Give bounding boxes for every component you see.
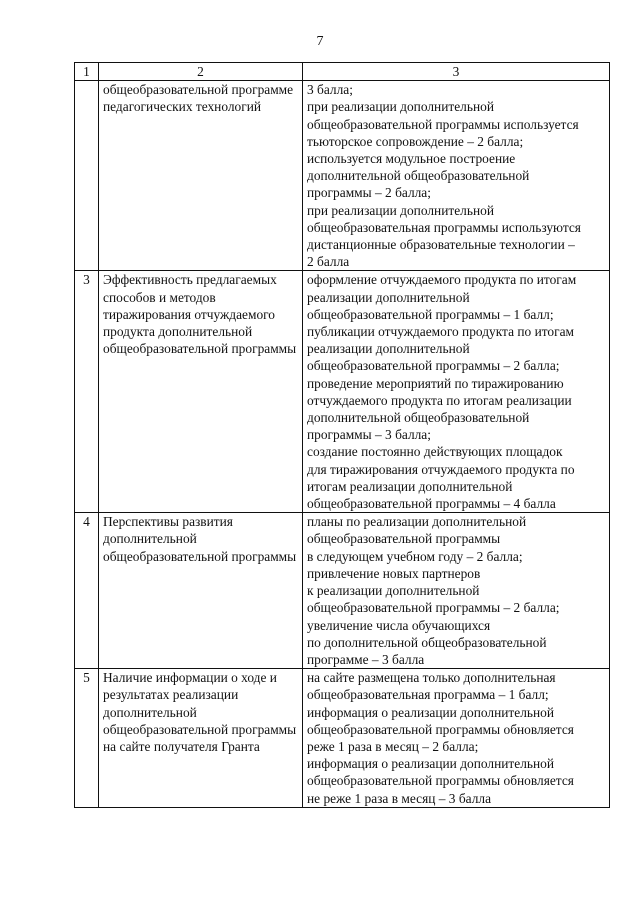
score-line: отчуждаемого продукта по итогам реализации	[307, 392, 572, 408]
score-line: общеобразовательной программы – 2 балла;	[307, 358, 560, 374]
score-line: планы по реализации дополнительной	[307, 514, 527, 530]
table-row	[75, 513, 610, 669]
column-header-1: 1	[75, 63, 99, 81]
table-header	[75, 63, 610, 81]
score-line: общеобразовательная программа – 1 балл;	[307, 687, 549, 703]
table-row	[75, 81, 610, 271]
score-line: программы – 3 балла;	[307, 427, 431, 443]
score-line: общеобразовательной программы – 1 балл;	[307, 306, 554, 322]
score-line: при реализации дополнительной	[307, 99, 494, 115]
score-line: общеобразовательной программы обновляется	[307, 721, 574, 737]
table-row	[75, 271, 610, 513]
row-number: 5	[75, 669, 99, 808]
score-line: не реже 1 раза в месяц – 3 балла	[307, 790, 492, 806]
criterion-cell: общеобразовательной программе педагогических технологий	[99, 81, 303, 271]
score-line: общеобразовательной программы	[307, 531, 501, 547]
score-line: тьюторское сопровождение – 2 балла;	[307, 133, 524, 149]
score-line: проведение мероприятий по тиражированию	[307, 375, 564, 391]
score-line: создание постоянно действующих площадок	[307, 444, 563, 460]
score-line: реализации дополнительной	[307, 341, 470, 357]
score-line: по дополнительной общеобразовательной	[307, 634, 547, 650]
scores-cell	[303, 513, 610, 669]
score-line: реализации дополнительной	[307, 289, 470, 305]
row-number	[75, 81, 99, 271]
score-line: 3 балла;	[307, 82, 353, 98]
score-line: дистанционные образовательные технологии –	[307, 237, 575, 253]
score-line: общеобразовательной программы – 2 балла;	[307, 600, 560, 616]
score-line: общеобразовательной программы используется	[307, 116, 579, 132]
row-number: 4	[75, 513, 99, 669]
criterion-cell: Наличие информации о ходе и результатах реализации дополнительной общеобразовательной программы на сайте получателя Гранта	[99, 669, 303, 808]
page-number: 7	[316, 34, 324, 49]
score-line: общеобразовательной программы обновляется	[307, 773, 574, 789]
table-body	[75, 81, 610, 808]
criterion-cell: Перспективы развития дополнительной общеобразовательной программы	[99, 513, 303, 669]
score-line: привлечение новых партнеров	[307, 565, 481, 581]
score-line: итогам реализации дополнительной	[307, 478, 513, 494]
score-line: к реализации дополнительной	[307, 583, 480, 599]
score-line: общеобразовательной программы – 4 балла	[307, 496, 556, 512]
table-row	[75, 669, 610, 808]
scores-cell	[303, 81, 610, 271]
score-line: увеличение числа обучающихся	[307, 617, 491, 633]
score-line: дополнительной общеобразовательной	[307, 410, 530, 426]
score-line: при реализации дополнительной	[307, 202, 494, 218]
score-line: программы – 2 балла;	[307, 185, 431, 201]
column-header-2: 2	[99, 63, 303, 81]
score-line: программе – 3 балла	[307, 651, 425, 667]
criterion-cell: Эффективность предлагаемых способов и методов тиражирования отчуждаемого продукта дополнительной общеобразовательной программы	[99, 271, 303, 513]
score-line: общеобразовательная программы используются	[307, 219, 581, 235]
score-line: дополнительной общеобразовательной	[307, 168, 530, 184]
score-line: на сайте размещена только дополнительная	[307, 670, 556, 686]
score-line: информация о реализации дополнительной	[307, 756, 555, 772]
score-line: публикации отчуждаемого продукта по итогам	[307, 324, 575, 340]
score-line: реже 1 раза в месяц – 2 балла;	[307, 738, 479, 754]
score-line: для тиражирования отчуждаемого продукта по	[307, 461, 575, 477]
column-header-3: 3	[303, 63, 610, 81]
score-line: 2 балла	[307, 254, 350, 270]
score-line: информация о реализации дополнительной	[307, 704, 555, 720]
criteria-table	[74, 62, 610, 808]
scores-cell	[303, 669, 610, 808]
score-line: оформление отчуждаемого продукта по итогам	[307, 272, 577, 288]
row-number: 3	[75, 271, 99, 513]
scores-cell	[303, 271, 610, 513]
score-line: в следующем учебном году – 2 балла;	[307, 548, 523, 564]
score-line: используется модульное построение	[307, 151, 516, 167]
